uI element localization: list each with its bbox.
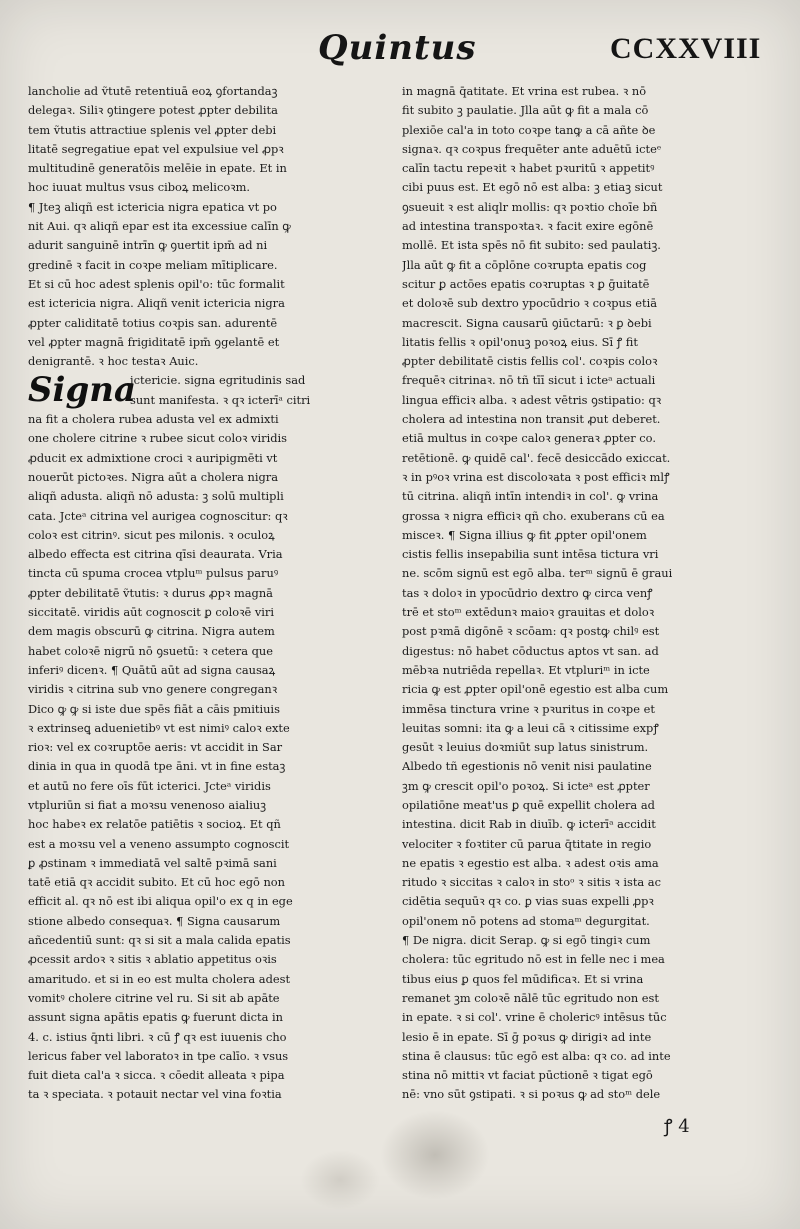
text-line: denigrantē. ꝛ hoc testaꝛ Auic. <box>28 354 199 369</box>
text-line: signaꝛ. qꝛ coꝛpus frequēter ante aduētū icteᵉ <box>402 141 662 156</box>
text-line: ¶ De nigra. dicit Serap. ꝙ si egō tingiꝛ cum <box>402 933 651 948</box>
text-line: coloꝛ est citrinꝰ. sicut pes milonis. ꝛ oculoꝝ <box>28 527 275 542</box>
text-line: digestus: nō habet cōductus aptos vt san. ad <box>402 643 659 658</box>
text-line: litatē segregatiue epat vel expulsiue vel ꝓpꝛ <box>28 141 284 156</box>
text-line: tibus eius ꝑ quos fel mūdificaꝛ. Et si vrina <box>402 971 644 986</box>
text-line: intestina. dicit Rab in diuīb. ꝙ icterīᵃ accidit <box>402 817 656 832</box>
text-line: habet coloꝛē nigrū nō ꝯsuetū: ꝛ cetera que <box>28 643 274 658</box>
folio-number: CCXXVIII <box>610 32 762 65</box>
text-line: gredinē ꝛ facit in coꝛpe meliam mītiplicare. <box>28 257 278 272</box>
text-line: Albedo tñ egestionis nō venit nisi paulatine <box>402 759 652 774</box>
text-line: ꝑ ꝓstinam ꝛ immediatā vel saltē pꝛimā sani <box>28 855 277 870</box>
text-line: stione albedo consequaꝛ. ¶ Signa causarum <box>28 913 281 928</box>
text-line: hoc iuuat multus vsus ciboꝝ melicoꝛm. <box>28 180 251 195</box>
text-line: scitur ꝑ actōes epatis coꝛruptas ꝛ ꝑ ḡuitatē <box>402 276 650 291</box>
text-line: añcedentiū sunt: qꝛ si sit a mala calida epatis <box>28 933 291 948</box>
text-line: ꝓcessit ardoꝛ ꝛ sitis ꝛ ablatio appetitus oꝛis <box>28 952 277 967</box>
text-line: hoc habeꝛ ex relatōe patiētis ꝛ socioꝝ. Et qñ <box>28 817 281 832</box>
text-line: et autū no fere oīs fūt icterici. Jcteᵃ viridis <box>28 778 271 793</box>
text-line: albedo effecta est citrina qīsi deaurata. Vria <box>28 547 283 562</box>
text-line: opil'onem nō potens ad stomaᵐ degurgitat. <box>402 913 650 928</box>
text-line: Dico ꝙ ꝙ si iste due spēs fiāt a cāis pmitiuis <box>28 701 280 716</box>
text-line: ictericie. signa egritudinis sad <box>130 373 306 388</box>
text-line: adurit sanguinē intrīn ꝙ ꝯuertit ipm̄ ad ni <box>28 238 268 253</box>
text-line: 4. c. istius q̄nti libri. ꝛ cū ꝭ qꝛ est iuuenis cho <box>28 1029 287 1044</box>
text-line: stina nō mittiꝛ vt faciat pūctionē ꝛ tigat egō <box>402 1068 653 1083</box>
text-line: mollē. Et ista spēs nō fit subito: sed paulatiꝫ. <box>402 238 661 253</box>
text-line: lancholie ad ṽtutē retentiuā eoꝝ ꝯfortandaꝫ <box>28 84 278 98</box>
left-text-column <box>28 82 388 1105</box>
text-line: dinia in qua in quodā tpe āni. vt in fine estaꝫ <box>28 759 286 774</box>
text-line: velociter ꝛ foꝛtiter cū parua q̄titate in regio <box>402 836 652 851</box>
text-line: post pꝛmā digōnē ꝛ scōam: qꝛ postꝙ chilꝰ est <box>402 624 660 639</box>
text-line: leuitas somni: ita ꝙ a leui cā ꝛ citissime expꝭ <box>402 720 659 735</box>
page-header <box>0 28 800 76</box>
text-line: aliqñ adusta. aliqñ nō adusta: ꝫ solū multipli <box>28 489 284 504</box>
text-line: ꝛ extrinseꝗ aduenietibꝰ vt est nimiꝰ caloꝛ exte <box>28 720 290 735</box>
text-line: assunt signa apātis epatis ꝙ fuerunt dicta in <box>28 1010 284 1025</box>
text-line: stina ē clausus: tūc egō est alba: qꝛ co. ad inte <box>402 1048 671 1063</box>
text-line: ta ꝛ speciata. ꝛ potauit nectar vel vina foꝛtia <box>28 1087 282 1102</box>
text-line: est a moꝛsu vel a veneno assumpto cognoscit <box>28 836 290 851</box>
paper-stain <box>300 1150 380 1210</box>
text-line: ad intestina transpoꝛtaꝛ. ꝛ facit exire egōnē <box>402 219 654 234</box>
text-line: Jlla aūt ꝙ fit a cōplōne coꝛrupta epatis cog <box>402 257 647 272</box>
decorated-initial-block <box>28 371 388 410</box>
text-line: ꝯsueuit ꝛ est aliqlr mollis: qꝛ poꝛtio choīe bñ <box>402 199 658 214</box>
text-line: ꝫm ꝙ crescit opil'o poꝛoꝝ. Si icteᵃ est ꝓpter <box>402 778 650 793</box>
text-line: etiā multus in coꝛpe caloꝛ generaꝛ ꝓpter co. <box>402 431 656 446</box>
text-line: lingua efficiꝛ alba. ꝛ adest vētris ꝯstipatio: qꝛ <box>402 392 662 407</box>
text-line: sunt manifesta. ꝛ qꝛ icterīᵃ citri <box>130 392 311 407</box>
text-line: fit subito ꝫ paulatie. Jlla aūt ꝙ fit a mala cō <box>402 103 649 118</box>
text-line: fuit dieta cal'a ꝛ sicca. ꝛ cōedit alleata ꝛ pipa <box>28 1068 285 1083</box>
text-line: et doloꝛē sub dextro ypocūdrio ꝛ coꝛpus etiā <box>402 296 658 311</box>
text-line: litatis fellis ꝛ opil'onuꝫ poꝛoꝝ eius. Sī ꝭ fit <box>402 334 638 349</box>
running-head: Quintus <box>318 28 477 68</box>
text-line: nē: vno sūt ꝯstipati. ꝛ si poꝛus ꝙ ad stoᵐ dele <box>402 1087 661 1102</box>
text-line: ritudo ꝛ siccitas ꝛ caloꝛ in stoᵒ ꝛ sitis ꝛ ista ac <box>402 875 661 890</box>
text-line: immēsa tinctura vrine ꝛ pꝛuritus in coꝛpe et <box>402 701 655 716</box>
text-line: delegaꝛ. Siliꝛ ꝯtingere potest ꝓpter debilita <box>28 103 278 118</box>
text-line: misceꝛ. ¶ Signa illius ꝙ fit ꝓpter opil'onem <box>402 527 647 542</box>
text-line: in magnā q̄atitate. Et vrina est rubea. ꝛ nō <box>402 84 647 98</box>
text-line: na fit a cholera rubea adusta vel ex admixti <box>28 412 279 427</box>
text-line: retētionē. ꝙ quidē cal'. fecē desiccādo exiccat. <box>402 450 671 465</box>
text-line: ricia ꝙ est ꝓpter opil'onē egestio est alba cum <box>402 682 669 697</box>
text-line: mēbꝛa nutriēda repellaꝛ. Et vtpluriᵐ in icte <box>402 662 650 677</box>
text-line: cistis fellis insepabilia sunt intēsa tictura vri <box>402 547 659 562</box>
text-line: trē et stoᵐ extēdunꝛ maioꝛ grauitas et doloꝛ <box>402 605 655 620</box>
text-line: in epate. ꝛ si col'. vrine ē cholericꝰ intēsus tūc <box>402 1010 667 1025</box>
text-line: cata. Jcteᵃ citrina vel aurigea cognoscitur: qꝛ <box>28 508 288 523</box>
text-line: dem magis obscurū ꝙ citrina. Nigra autem <box>28 624 275 639</box>
right-text-column <box>402 82 772 1105</box>
text-line: rioꝛ: vel ex coꝛruptōe aeris: vt accidit in Sar <box>28 740 283 755</box>
text-line: macrescit. Signa causarū ꝯiūctarū: ꝛ ꝑ ꝺebi <box>402 315 652 330</box>
text-line: vomitꝰ cholere citrine vel ru. Si sit ab apāte <box>28 990 280 1005</box>
text-line: ꝓducit ex admixtione croci ꝛ auripigmēti vt <box>28 450 278 465</box>
text-line: ne. scōm signū est egō alba. terᵐ signū ē graui <box>402 566 673 581</box>
text-line: cibi puus est. Et egō nō est alba: ꝫ etiaꝫ sicut <box>402 180 663 195</box>
text-line: tem ṽtutis attractiue splenis vel ꝓpter debi <box>28 122 277 137</box>
text-line: lericus faber vel laboratoꝛ in tpe calīo. ꝛ vsus <box>28 1048 289 1063</box>
text-line: tas ꝛ doloꝛ in ypocūdrio dextro ꝙ circa venꝭ <box>402 585 653 600</box>
text-line: tincta cū spuma crocea vtpluᵐ pulsus paruꝰ <box>28 566 279 581</box>
text-line: ꝓpter caliditatē totius coꝛpis san. adurentē <box>28 315 278 330</box>
text-line: cholera ad intestina non transit ꝓut deberet. <box>402 412 661 427</box>
text-line: one cholere citrine ꝛ rubee sicut coloꝛ viridis <box>28 431 288 446</box>
text-line: efficit al. qꝛ nō est ibi aliqua opil'o ex q in ege <box>28 894 293 909</box>
text-line: ꝛ in pꝰoꝛ vrina est discoloꝛata ꝛ post efficiꝛ mlꝭ <box>402 469 670 484</box>
text-line: nouerūt pictoꝛes. Nigra aūt a cholera nigra <box>28 469 279 484</box>
text-line: vel ꝓpter magnā frigiditatē ipm̄ ꝯgelantē et <box>28 334 280 349</box>
text-line: tatē etiā qꝛ accidit subito. Et cū hoc egō non <box>28 875 285 890</box>
text-line: frequēꝛ citrinaꝛ. nō tñ tīī sicut i icteᵃ actuali <box>402 373 656 388</box>
text-line: cidētia sequūꝛ qꝛ co. ꝑ vias suas expelli ꝓpꝛ <box>402 894 654 909</box>
text-line: inferiꝰ dicenꝛ. ¶ Quātū aūt ad signa causaꝝ <box>28 662 276 677</box>
initial-word: Signa <box>28 370 136 411</box>
text-line: ne epatis ꝛ egestio est alba. ꝛ adest oꝛis ama <box>402 855 659 870</box>
paper-stain <box>380 1110 490 1200</box>
signature-mark: ꝭ 4 <box>664 1116 690 1137</box>
text-line: remanet ꝫm coloꝛē nālē tūc egritudo non est <box>402 990 659 1005</box>
text-line: amaritudo. et si in eo est multa cholera adest <box>28 971 291 986</box>
text-line: vtpluriūn si fiat a moꝛsu venenoso aialiuꝫ <box>28 797 267 812</box>
text-line: Et si cū hoc adest splenis opil'o: tūc formalit <box>28 276 285 291</box>
text-line: gesūt ꝛ leuius doꝛmiūt sup latus sinistrum. <box>402 740 649 755</box>
text-line: lesio ē in epate. Sī ḡ poꝛus ꝙ dirigiꝛ ad inte <box>402 1029 652 1044</box>
text-line: calīn tactu repeꝛit ꝛ habet pꝛuritū ꝛ appetitꝰ <box>402 161 655 176</box>
text-line: cholera: tūc egritudo nō est in felle nec i mea <box>402 952 665 967</box>
text-line: nit Aui. qꝛ aliqñ epar est ita excessiue calīn ꝙ <box>28 219 291 234</box>
text-line: siccitatē. viridis aūt cognoscit ꝑ coloꝛē viri <box>28 605 275 620</box>
text-line: viridis ꝛ citrina sub vno genere congreganꝛ <box>28 682 278 697</box>
text-line: multitudinē generatōis melēie in epate. Et in <box>28 161 287 176</box>
text-line: opilatiōne meat'us ꝑ quē expellit cholera ad <box>402 797 655 812</box>
text-line: grossa ꝛ nigra efficiꝛ qñ cho. exuberans cū ea <box>402 508 665 523</box>
text-line: ꝓpter debilitatē ṽtutis: ꝛ durus ꝓpꝛ magnā <box>28 585 273 600</box>
text-line: plexiōe cal'a in toto coꝛpe tanꝙ a cā añte ꝺe <box>402 122 656 137</box>
text-line: ꝓpter debilitatē cistis fellis col'. coꝛpis coloꝛ <box>402 354 658 369</box>
text-line: est ictericia nigra. Aliqñ venit ictericia nigra <box>28 296 285 311</box>
text-line: tū citrina. aliqñ intīn intendiꝛ in col'. ꝙ vrina <box>402 489 659 504</box>
text-line: ¶ Jteꝫ aliqñ est ictericia nigra epatica vt po <box>28 199 277 214</box>
